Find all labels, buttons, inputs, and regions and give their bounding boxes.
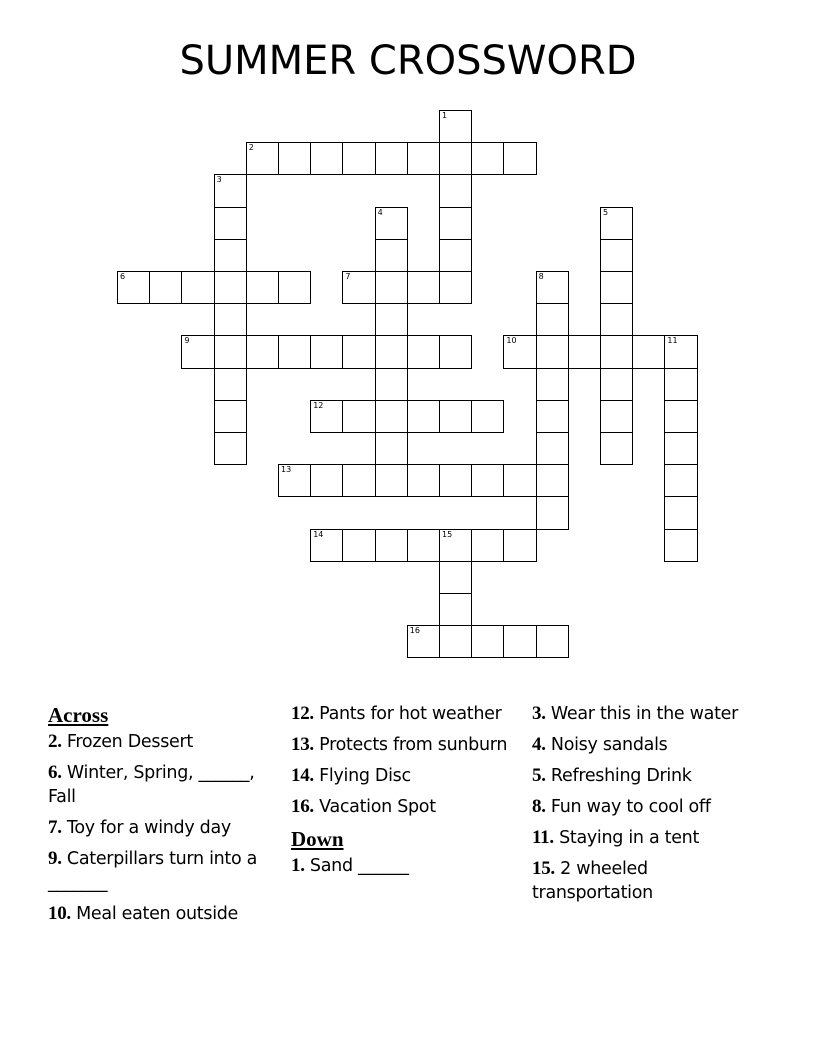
clue-across-16 bbox=[291, 795, 519, 819]
grid-cell[interactable] bbox=[407, 271, 440, 304]
clue-down-5 bbox=[532, 764, 772, 788]
clues-column-3 bbox=[532, 702, 772, 912]
grid-cell[interactable] bbox=[536, 368, 569, 401]
grid-cell[interactable] bbox=[503, 625, 536, 658]
clue-number: 6. bbox=[48, 762, 62, 783]
grid-cell[interactable] bbox=[568, 335, 601, 368]
grid-cell[interactable] bbox=[632, 335, 665, 368]
clue-number: 10. bbox=[48, 903, 71, 924]
clue-text: Toy for a windy day bbox=[66, 818, 231, 838]
grid-cell[interactable] bbox=[439, 625, 472, 658]
grid-cell[interactable] bbox=[246, 271, 279, 304]
grid-cell[interactable] bbox=[664, 529, 697, 562]
clue-number: 8. bbox=[532, 796, 546, 817]
grid-cell[interactable] bbox=[439, 464, 472, 497]
grid-cell[interactable] bbox=[246, 335, 279, 368]
clue-number: 14. bbox=[291, 765, 314, 786]
clue-number: 7. bbox=[48, 817, 62, 838]
grid-cell[interactable] bbox=[375, 529, 408, 562]
grid-cell[interactable] bbox=[342, 400, 375, 433]
clue-across-12 bbox=[291, 702, 519, 726]
grid-cell[interactable] bbox=[664, 464, 697, 497]
grid-cell[interactable] bbox=[536, 496, 569, 529]
grid-cell[interactable] bbox=[664, 432, 697, 465]
clue-number: 15. bbox=[532, 858, 555, 879]
cell-number: 11 bbox=[667, 336, 678, 346]
grid-cell[interactable] bbox=[600, 432, 633, 465]
grid-cell[interactable] bbox=[214, 174, 247, 207]
clue-number: 9. bbox=[48, 848, 62, 869]
grid-cell[interactable] bbox=[214, 271, 247, 304]
clue-down-3 bbox=[532, 702, 772, 726]
grid-cell[interactable] bbox=[310, 142, 343, 175]
grid-cell[interactable] bbox=[375, 464, 408, 497]
clue-text: Pants for hot weather bbox=[319, 704, 502, 724]
grid-cell[interactable] bbox=[503, 142, 536, 175]
grid-cell[interactable] bbox=[375, 400, 408, 433]
grid-cell[interactable] bbox=[664, 400, 697, 433]
grid-cell[interactable] bbox=[214, 432, 247, 465]
grid-cell[interactable] bbox=[407, 142, 440, 175]
grid-cell[interactable] bbox=[278, 335, 311, 368]
clue-text: Staying in a tent bbox=[559, 828, 700, 848]
grid-cell[interactable] bbox=[375, 207, 408, 240]
clue-text: Caterpillars turn into a _______ bbox=[48, 849, 258, 893]
cell-number: 2 bbox=[248, 143, 254, 153]
grid-cell[interactable] bbox=[536, 271, 569, 304]
cell-number: 9 bbox=[184, 336, 190, 346]
cell-number: 7 bbox=[345, 272, 351, 281]
clue-text: Fun way to cool off bbox=[550, 797, 711, 817]
grid-cell[interactable] bbox=[536, 400, 569, 433]
grid-cell[interactable] bbox=[439, 400, 472, 433]
cell-number: 12 bbox=[313, 400, 324, 410]
clue-text: 2 wheeled transportation bbox=[532, 859, 653, 903]
grid-cell[interactable] bbox=[600, 239, 633, 272]
clue-text: Noisy sandals bbox=[550, 735, 668, 755]
grid-cell[interactable] bbox=[471, 400, 504, 433]
grid-cell[interactable] bbox=[342, 335, 375, 368]
clue-across-6 bbox=[48, 761, 276, 809]
grid-cell[interactable] bbox=[600, 335, 633, 368]
cell-number: 6 bbox=[120, 272, 126, 281]
grid-cell[interactable] bbox=[471, 625, 504, 658]
clue-across-14 bbox=[291, 764, 519, 788]
grid-cell[interactable] bbox=[439, 593, 472, 626]
grid-cell[interactable] bbox=[503, 529, 536, 562]
clue-down-15 bbox=[532, 857, 772, 905]
grid-cell[interactable] bbox=[600, 400, 633, 433]
grid-cell[interactable] bbox=[149, 271, 182, 304]
grid-cell[interactable] bbox=[246, 142, 279, 175]
grid-cell[interactable] bbox=[310, 529, 343, 562]
grid-cell[interactable] bbox=[310, 400, 343, 433]
grid-cell[interactable] bbox=[407, 464, 440, 497]
grid-cell[interactable] bbox=[375, 335, 408, 368]
clue-number: 1. bbox=[291, 855, 305, 876]
grid-cell[interactable] bbox=[214, 335, 247, 368]
grid-cell[interactable] bbox=[471, 142, 504, 175]
grid-cell[interactable] bbox=[439, 142, 472, 175]
down-heading: Down bbox=[291, 827, 344, 851]
grid-cell[interactable] bbox=[278, 271, 311, 304]
page-title: SUMMER CROSSWORD bbox=[179, 38, 637, 84]
clue-number: 16. bbox=[291, 796, 314, 817]
clue-down-11 bbox=[532, 826, 772, 850]
grid-cell[interactable] bbox=[117, 271, 150, 304]
grid-cell[interactable] bbox=[375, 368, 408, 401]
grid-cell[interactable] bbox=[600, 303, 633, 336]
grid-cell[interactable] bbox=[407, 625, 440, 658]
clue-number: 11. bbox=[532, 827, 554, 848]
grid-cell[interactable] bbox=[342, 271, 375, 304]
grid-cell[interactable] bbox=[439, 207, 472, 240]
clue-down-4 bbox=[532, 733, 772, 757]
clues-column-2 bbox=[291, 702, 519, 885]
grid-cell[interactable] bbox=[310, 335, 343, 368]
clue-down-1 bbox=[291, 854, 519, 878]
grid-cell[interactable] bbox=[439, 335, 472, 368]
clue-text: Refreshing Drink bbox=[550, 766, 692, 786]
grid-cell[interactable] bbox=[664, 368, 697, 401]
grid-cell[interactable] bbox=[471, 529, 504, 562]
grid-cell[interactable] bbox=[278, 142, 311, 175]
grid-cell[interactable] bbox=[536, 303, 569, 336]
clue-across-10 bbox=[48, 902, 276, 926]
grid-cell[interactable] bbox=[439, 529, 472, 562]
clue-number: 2. bbox=[48, 731, 62, 752]
grid-cell[interactable] bbox=[407, 529, 440, 562]
grid-cell[interactable] bbox=[342, 464, 375, 497]
grid-cell[interactable] bbox=[214, 368, 247, 401]
grid-cell[interactable] bbox=[439, 271, 472, 304]
grid-cell[interactable] bbox=[278, 464, 311, 497]
clue-text: Sand ______ bbox=[309, 856, 409, 876]
grid-cell[interactable] bbox=[536, 335, 569, 368]
grid-cell[interactable] bbox=[439, 239, 472, 272]
clue-number: 13. bbox=[291, 734, 314, 755]
clue-across-7 bbox=[48, 816, 276, 840]
grid-cell[interactable] bbox=[310, 464, 343, 497]
grid-cell[interactable] bbox=[375, 239, 408, 272]
cell-number: 1 bbox=[442, 111, 448, 120]
cell-number: 3 bbox=[216, 175, 222, 185]
clue-across-2 bbox=[48, 730, 276, 754]
across-heading: Across bbox=[48, 703, 109, 727]
grid-cell[interactable] bbox=[471, 464, 504, 497]
clue-number: 3. bbox=[532, 703, 546, 724]
grid-cell[interactable] bbox=[536, 432, 569, 465]
grid-cell[interactable] bbox=[181, 335, 214, 368]
cell-number: 14 bbox=[313, 529, 324, 539]
clue-down-8 bbox=[532, 795, 772, 819]
grid-cell[interactable] bbox=[214, 400, 247, 433]
cell-number: 15 bbox=[442, 529, 453, 539]
grid-cell[interactable] bbox=[600, 271, 633, 304]
clue-text: Wear this in the water bbox=[550, 704, 739, 724]
grid-cell[interactable] bbox=[503, 464, 536, 497]
clue-number: 4. bbox=[532, 734, 546, 755]
grid-cell[interactable] bbox=[664, 496, 697, 529]
grid-cell[interactable] bbox=[600, 207, 633, 240]
grid-cell[interactable] bbox=[439, 110, 472, 143]
grid-cell[interactable] bbox=[375, 142, 408, 175]
cell-number: 16 bbox=[409, 626, 420, 636]
clue-across-9 bbox=[48, 847, 276, 895]
grid-cell[interactable] bbox=[407, 335, 440, 368]
clue-text: Flying Disc bbox=[319, 766, 411, 786]
grid-cell[interactable] bbox=[600, 368, 633, 401]
grid-cell[interactable] bbox=[407, 400, 440, 433]
grid-cell[interactable] bbox=[214, 207, 247, 240]
grid-cell[interactable] bbox=[342, 529, 375, 562]
clue-across-13 bbox=[291, 733, 519, 757]
cell-number: 13 bbox=[281, 465, 292, 475]
grid-cell[interactable] bbox=[375, 432, 408, 465]
clue-text: Protects from sunburn bbox=[319, 735, 508, 755]
cell-number: 10 bbox=[506, 336, 517, 346]
grid-cell[interactable] bbox=[342, 142, 375, 175]
grid-cell[interactable] bbox=[536, 464, 569, 497]
grid-cell[interactable] bbox=[214, 303, 247, 336]
clue-number: 5. bbox=[532, 765, 546, 786]
grid-cell[interactable] bbox=[664, 335, 697, 368]
grid-cell[interactable] bbox=[181, 271, 214, 304]
grid-cell[interactable] bbox=[214, 239, 247, 272]
grid-cell[interactable] bbox=[536, 625, 569, 658]
grid-cell[interactable] bbox=[439, 561, 472, 594]
grid-cell[interactable] bbox=[375, 303, 408, 336]
clues-column-1 bbox=[48, 702, 276, 933]
cell-number: 8 bbox=[538, 272, 544, 281]
clue-text: Meal eaten outside bbox=[76, 904, 239, 924]
clue-text: Winter, Spring, ______, Fall bbox=[48, 763, 255, 807]
clue-text: Vacation Spot bbox=[319, 797, 436, 817]
clue-text: Frozen Dessert bbox=[66, 732, 193, 752]
grid-cell[interactable] bbox=[439, 174, 472, 207]
cell-number: 5 bbox=[603, 207, 609, 217]
cell-number: 4 bbox=[377, 207, 383, 217]
clue-number: 12. bbox=[291, 703, 314, 724]
grid-cell[interactable] bbox=[503, 335, 536, 368]
grid-cell[interactable] bbox=[375, 271, 408, 304]
